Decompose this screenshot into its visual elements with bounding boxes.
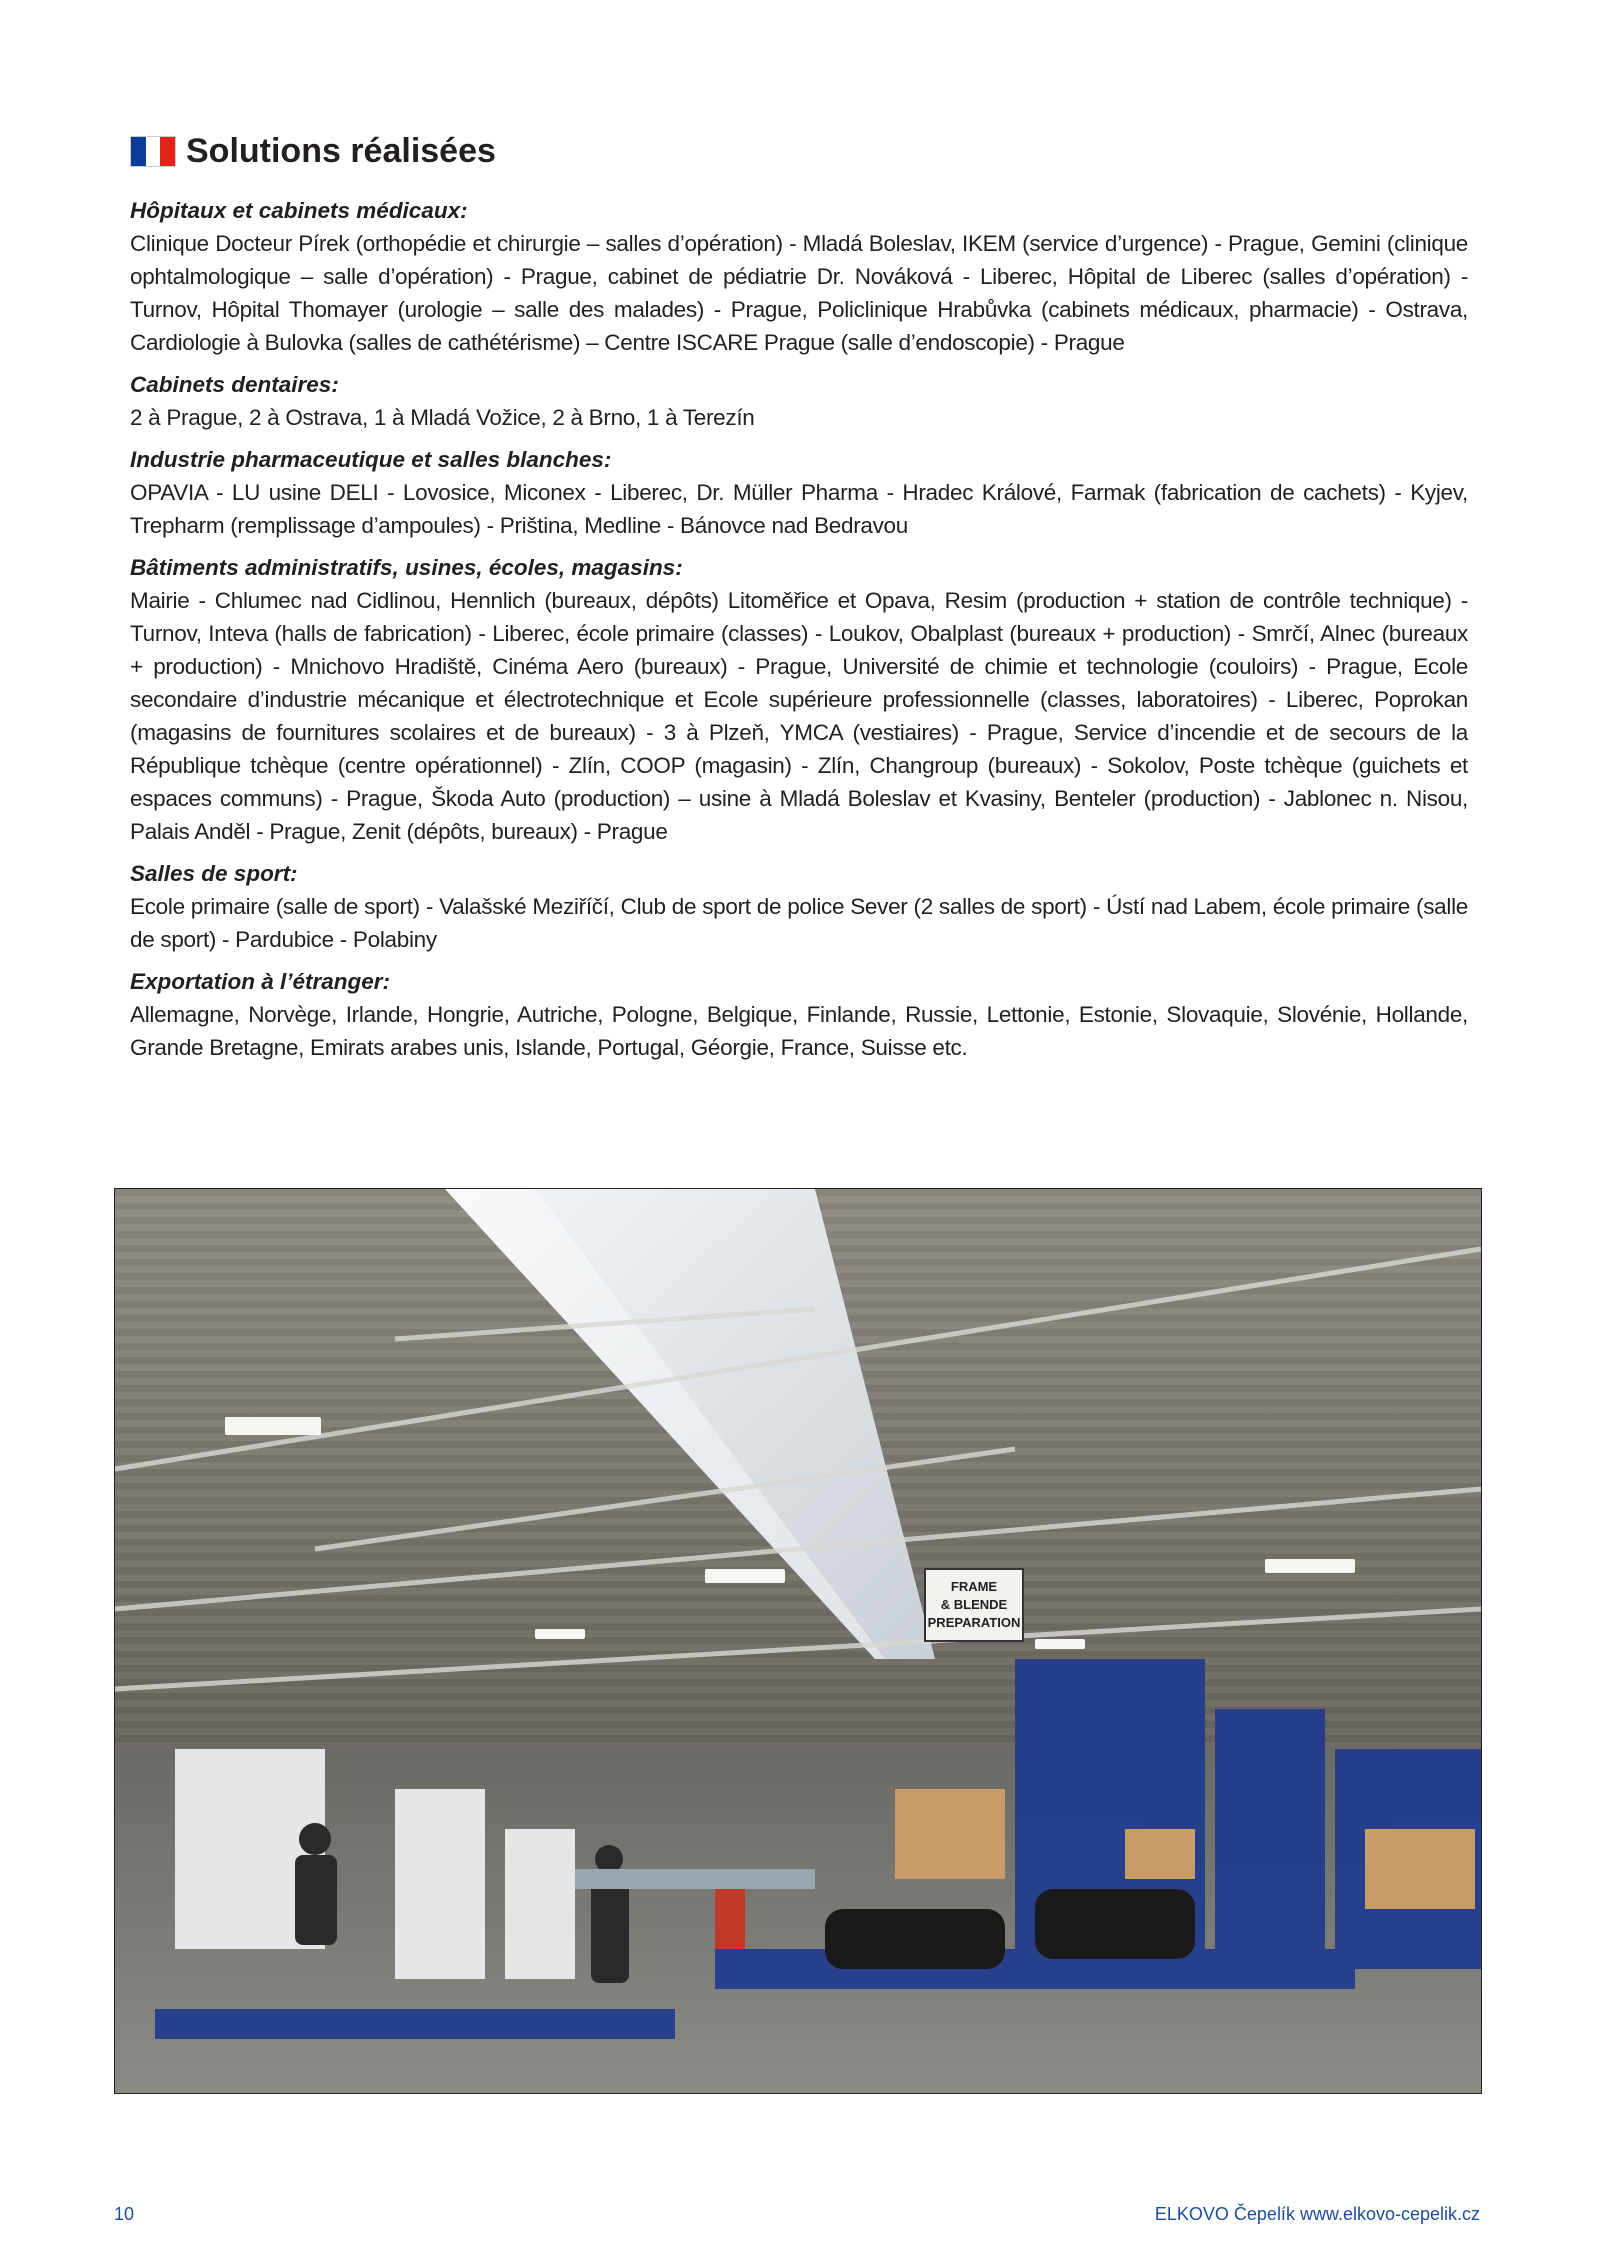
- factory-hall-photo: [114, 1188, 1482, 2094]
- section-title: Bâtiments administratifs, usines, écoles, magasins:: [130, 555, 683, 580]
- sign-line: PREPARATION: [927, 1615, 1021, 1630]
- page-title: Solutions réalisées: [186, 132, 496, 170]
- section-body: OPAVIA - LU usine DELI - Lovosice, Miconex - Liberec, Dr. Müller Pharma - Hradec Králové, Farmak (fabrication de cachets) - Kyjev, Trepharm (remplissage d’ampoules) - Priština, Medline - Bánovce nad Bedravou: [130, 480, 1468, 538]
- section-title: Industrie pharmaceutique et salles blanches:: [130, 447, 612, 472]
- section-body: 2 à Prague, 2 à Ostrava, 1 à Mladá Vožice, 2 à Brno, 1 à Terezín: [130, 405, 755, 430]
- section-dental: [130, 368, 1468, 434]
- french-flag-icon: [130, 136, 176, 167]
- section-title: Cabinets dentaires:: [130, 372, 339, 397]
- flag-stripe-white: [146, 137, 161, 166]
- section-sports: [130, 857, 1468, 956]
- section-export: [130, 965, 1468, 1064]
- section-body: Ecole primaire (salle de sport) - Valašské Meziříčí, Club de sport de police Sever (2 salles de sport) - Ústí nad Labem, école primaire (salle de sport) - Pardubice - Polabiny: [130, 894, 1468, 952]
- section-title: Salles de sport:: [130, 861, 298, 886]
- section-title: Hôpitaux et cabinets médicaux:: [130, 198, 468, 223]
- section-heading: [130, 132, 496, 171]
- section-hospitals: [130, 194, 1468, 359]
- section-pharma: [130, 443, 1468, 542]
- sign-line: & BLENDE: [940, 1597, 1008, 1612]
- section-body: Mairie - Chlumec nad Cidlinou, Hennlich (bureaux, dépôts) Litoměřice et Opava, Resim (production + station de contrôle technique) - Turnov, Inteva (halls de fabrication) - Liberec, école primaire (classes) - Loukov, Obalplast (bureaux + production) - Smrčí, Alnec (bureaux + production) - Mnichovo Hradiště, Cinéma Aero (bureaux) - Prague, Université de chimie et technologie (couloirs) - Prague, Ecole secondaire d’industrie mécanique et électrotechnique et Ecole supérieure professionnelle (classes, laboratoires) - Liberec, Poprokan (magasins de fournitures scolaires et de bureaux) - 3 à Plzeň, YMCA (vestiaires) - Prague, Service d’incendie et de secours de la République tchèque (centre opérationnel) - Zlín, COOP (magasin) - Zlín, Changroup (bureaux) - Sokolov, Poste tchèque (guichets et espaces communs) - Prague, Škoda Auto (production) – usine à Mladá Boleslav et Kvasiny, Benteler (production) - Jablonec n. Nisou, Palais Anděl - Prague, Zenit (dépôts, bureaux) - Prague: [130, 588, 1468, 844]
- footer-company: ELKOVO Čepelík www.elkovo-cepelik.cz: [1154, 2204, 1480, 2224]
- flag-stripe-blue: [131, 137, 146, 166]
- section-title: Exportation à l’étranger:: [130, 969, 391, 994]
- section-body: Allemagne, Norvège, Irlande, Hongrie, Autriche, Pologne, Belgique, Finlande, Russie, Lettonie, Estonie, Slovaquie, Slovénie, Hollande, Grande Bretagne, Emirats arabes unis, Islande, Portugal, Géorgie, France, Suisse etc.: [130, 1002, 1468, 1060]
- section-buildings: [130, 551, 1468, 848]
- sign-line: FRAME: [950, 1579, 998, 1594]
- flag-stripe-red: [160, 137, 175, 166]
- section-body: Clinique Docteur Pírek (orthopédie et chirurgie – salles d’opération) - Mladá Boleslav, IKEM (service d’urgence) - Prague, Gemini (clinique ophtalmologique – salle d’opération) - Prague, cabinet de pédiatrie Dr. Nováková - Liberec, Hôpital de Liberec (salles d’opération) - Turnov, Hôpital Thomayer (urologie – salle des malades) - Prague, Policlinique Hrabůvka (cabinets médicaux, pharmacie) - Ostrava, Cardiologie à Bulovka (salles de cathétérisme) – Centre ISCARE Prague (salle d’endoscopie) - Prague: [130, 231, 1468, 355]
- page-number: 10: [114, 2204, 135, 2224]
- references-list: [130, 194, 1468, 1073]
